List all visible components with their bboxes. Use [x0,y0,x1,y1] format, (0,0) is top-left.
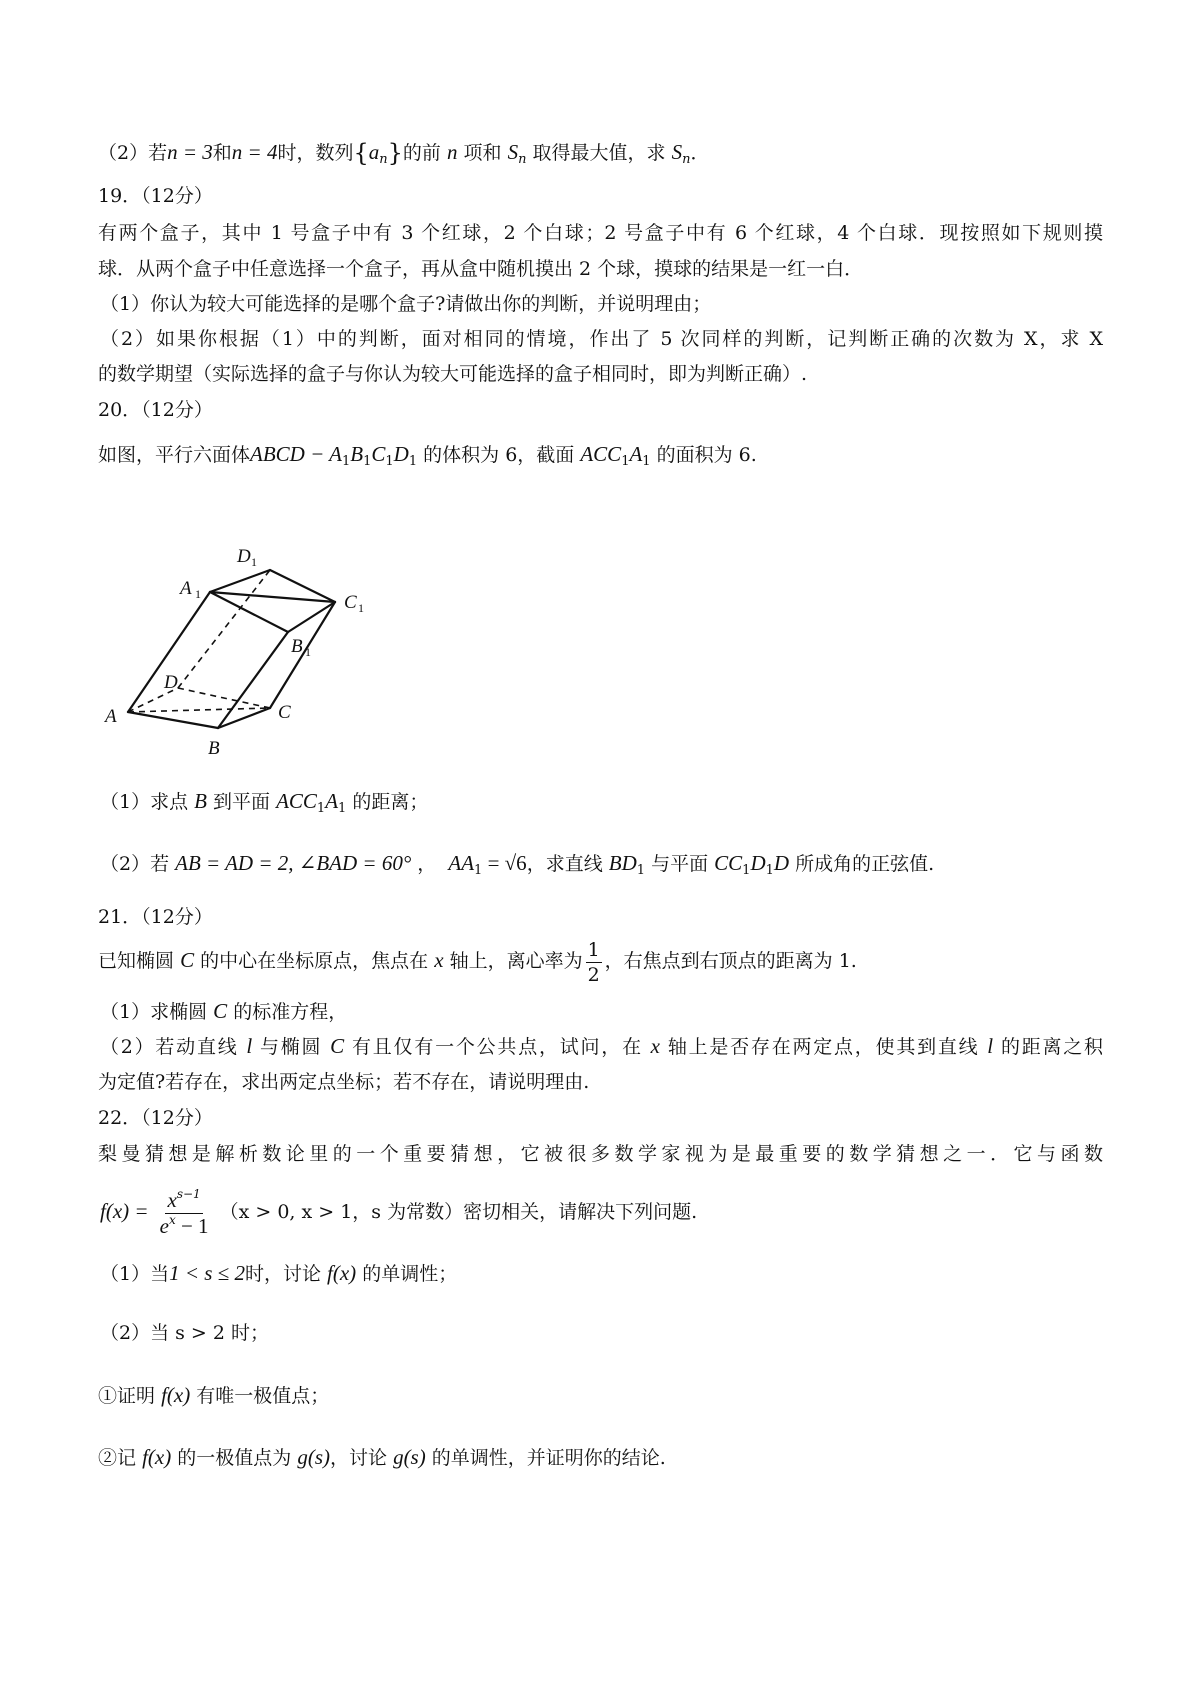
text: 的体积为 6，截面 [423,444,575,466]
q21-part2-line2: 为定值?若存在，求出两定点坐标；若不存在，请说明理由. [98,1071,590,1093]
math: D [750,851,766,875]
math: A [325,789,339,813]
q21-part2-line1 [100,1033,1103,1060]
edge-a-c-dashed [128,708,270,712]
sub: n [379,152,388,167]
text: ，求直线 [526,853,603,875]
q22-header: 22．（12分） [98,1107,213,1129]
q22-sub2 [98,1444,666,1471]
q19-part2-line2: 的数学期望（实际选择的盒子与你认为较大可能选择的盒子相同时，即为判断正确）. [98,363,808,385]
label-b: B [208,738,220,759]
label-b1-sub: 1 [305,645,311,659]
math-acc: ACC [276,789,317,813]
text: ． [690,142,710,164]
sub: 1 [316,801,326,816]
function-fraction [158,1188,211,1239]
text: 时，讨论 [244,1263,321,1285]
math: D [773,851,790,875]
math: x [167,1187,177,1212]
math-a: a [368,140,380,164]
sub: 1 [385,454,394,469]
brace: } [387,139,403,167]
text: （1）求椭圆 [100,1001,208,1023]
q20-part1 [100,788,428,815]
q19-stem-line2: 球．从两个盒子中任意选择一个盒子，再从盒中随机摸出 2 个球，摸球的结果是一红一白． [98,258,864,280]
text: 项和 [463,142,502,164]
math: A [629,442,643,466]
text: 的标准方程， [233,1001,348,1023]
denominator: 2 [587,963,600,986]
label-d: D [164,672,178,693]
sub: n [518,152,527,167]
edge-a1-a [128,592,210,712]
parallelepiped-figure [100,530,400,770]
label-a: A [105,706,117,727]
edge-b1-c1 [288,602,335,632]
text: 轴上是否存在两定点，使其到直线 [667,1036,980,1058]
sub: 1 [621,454,630,469]
math: − 1 [175,1213,209,1238]
q20-stem [98,441,757,468]
q22-function [100,1180,697,1243]
math-c: C [330,1034,345,1058]
math-n: n [446,140,458,164]
math-S: S [671,140,683,164]
text: 如图，平行六面体 [98,444,251,466]
sub: 1 [765,863,774,878]
q19-part1: （1）你认为较大可能选择的是哪个盒子?请做出你的判断，并说明理由； [100,293,712,315]
math-ineq: 1 < s ≤ 2 [169,1261,245,1285]
math: e [159,1213,169,1238]
math-fx: f(x) [142,1445,172,1469]
text: （1）当 [100,1263,170,1285]
math-fx: f(x) = [100,1199,149,1223]
text: 的单调性，并证明你的结论. [431,1447,666,1469]
text: 轴上，离心率为 [449,950,583,972]
label-a1: A [180,578,192,599]
text: （2）若 [100,853,170,875]
text: 的距离； [352,791,429,813]
text: 所成角的正弦值. [795,853,935,875]
label-c1-sub: 1 [358,601,364,615]
math-b: B [194,789,207,813]
sup: x [168,1212,176,1227]
text: 已知椭圆 [98,950,175,972]
q21-stem [98,936,857,987]
q22-part2: （2）当 s > 2 时； [100,1322,270,1344]
label-b1: B [291,636,303,657]
math-gs: g(s) [393,1445,426,1469]
math: C [371,442,386,466]
q21-header: 21．（12分） [98,906,213,928]
q18-part2 [98,139,709,166]
label-c1: C [344,592,357,613]
math-n4: n = 4 [231,140,278,164]
label-c: C [278,702,291,723]
text: ②记 [98,1447,137,1469]
math: B [350,442,364,466]
math-x: x [434,948,444,972]
q19-header: 19．（12分） [98,185,213,207]
q19-part2-line1: （2）如果你根据（1）中的判断，面对相同的情境，作出了 5 次同样的判断，记判断正确的次数为 X，求 X [100,328,1103,350]
sub: 1 [636,863,646,878]
numerator [165,1188,202,1214]
label-d1: D [237,546,251,567]
text: 有唯一极值点； [196,1385,330,1407]
brace: { [353,139,369,167]
q20-header: 20．（12分） [98,399,213,421]
q21-part1 [100,998,347,1025]
edge-a-b [128,712,218,728]
text: （x > 0, x > 1，s 为常数）密切相关，请解决下列问题. [219,1201,698,1223]
sub: n [682,152,691,167]
text: 到平面 [213,791,271,813]
math-n3: n = 3 [167,140,213,164]
numerator: 1 [587,938,600,961]
denominator [158,1214,211,1239]
text: 与平面 [651,853,709,875]
q19-stem-line1: 有两个盒子，其中 1 号盒子中有 3 个红球，2 个白球；2 号盒子中有 6 个红球，4 个白球．现按照如下规则摸 [98,222,1103,244]
sub: 1 [341,454,351,469]
text: 的中心在坐标原点，焦点在 [200,950,429,972]
sub: 1 [642,454,651,469]
sub: 1 [408,454,418,469]
text: ，讨论 [330,1447,388,1469]
text: （1）求点 [100,791,189,813]
math-aa1: AA [448,851,475,875]
sup: s−1 [176,1186,201,1201]
edge-d-c-dashed [178,688,270,708]
q22-part1 [100,1260,457,1287]
text: 的距离之积 [1000,1036,1104,1058]
math: = √6 [482,851,527,875]
math-gs: g(s) [297,1445,330,1469]
sub: 1 [338,801,347,816]
text: 与椭圆 [260,1036,323,1058]
math-condition: AB = AD = 2, ∠BAD = 60° [175,851,412,875]
math-x: x [650,1034,660,1058]
text: 的单调性； [362,1263,458,1285]
text: 取得最大值，求 [532,142,666,164]
math-c: C [213,999,228,1023]
sub: 1 [363,454,372,469]
text: ，右焦点到右顶点的距离为 1. [604,950,857,972]
fraction-one-half [586,938,602,987]
math-acc: ACC [580,442,622,466]
text: 有且仅有一个公共点，试问，在 [352,1036,643,1058]
q20-part2: （2）若 AB = AD = 2, ∠BAD = 60° ， $AA_1 = √6$，求直线 $BD_1$ 与平面 $CC_1D_1D$ 所成角的正弦值. [100,851,935,878]
q22-stem-line1: 梨曼猜想是解析数论里的一个重要猜想，它被很多数学家视为是最重要的数学猜想之一．它与函数 [98,1143,1103,1165]
text: （2）若动直线 [100,1036,239,1058]
label-a1-sub: 1 [195,587,201,601]
q22-sub1 [98,1382,329,1409]
text: （2）若 [98,142,168,164]
math-fx: f(x) [327,1261,357,1285]
math-abcd: ABCD − A [250,442,342,466]
text: ①证明 [98,1385,156,1407]
math-fx: f(x) [161,1383,191,1407]
math-bd1: BD [608,851,637,875]
math-cc1d1d: CC [714,851,743,875]
sub: 1 [474,863,483,878]
text: 时，数列 [277,142,354,164]
math-S: S [507,140,519,164]
math-c: C [180,948,195,972]
text: 的前 [402,142,441,164]
text: 和 [212,142,232,164]
math: D [393,442,409,466]
label-d1-sub: 1 [251,555,257,569]
text: 的面积为 6. [656,444,757,466]
math-l: l [246,1034,253,1058]
sub: 1 [742,863,751,878]
math-l: l [987,1034,994,1058]
text: 的一极值点为 [177,1447,292,1469]
